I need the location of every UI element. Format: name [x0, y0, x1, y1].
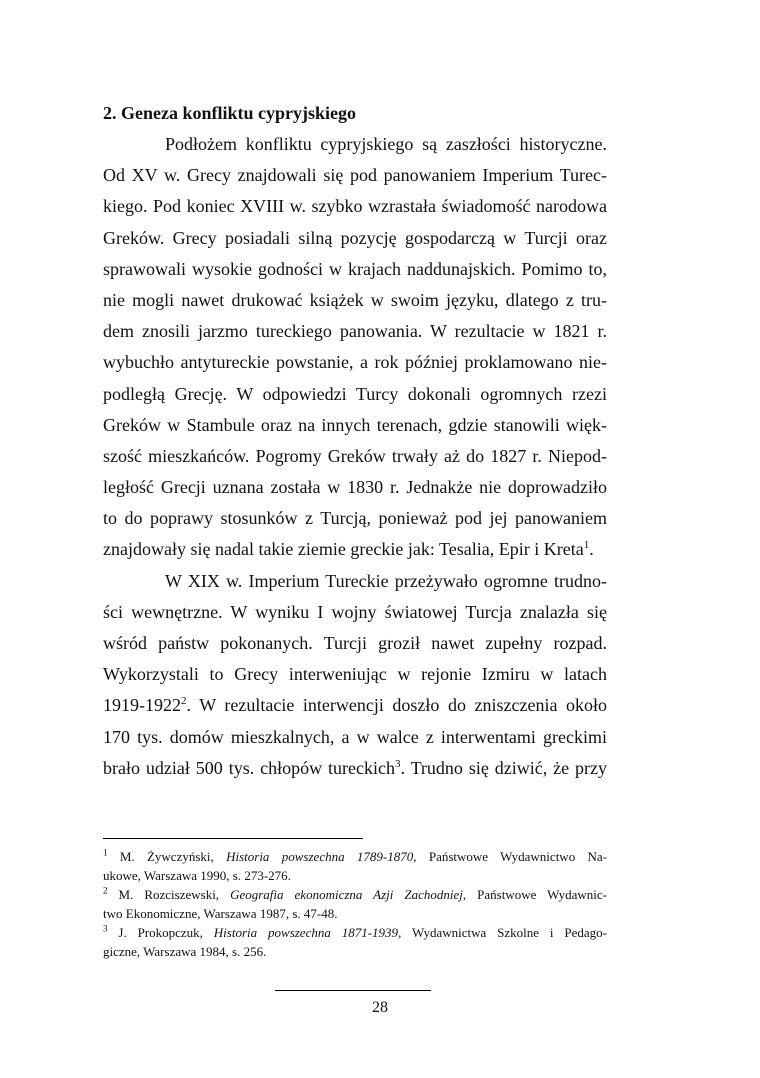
text-line: szość mieszkańców. Pogromy Greków trwały aż do 1827 r. Niepod- [103, 445, 607, 466]
text-line: wybuchło antytureckie powstanie, a rok później proklamowano nie- [103, 352, 607, 373]
text-line: brało udział 500 tys. chłopów tureckich$^3$. Trudno się dziwić, że przy [103, 757, 607, 778]
footnote-line: two Ekonomiczne, Warszawa 1987, s. 47-48. [103, 906, 338, 921]
footnote-ref-3: 3 [394, 757, 401, 770]
text-line: wśród państw pokonanych. Turcji groził nawet zupełny rozpad. [103, 633, 607, 653]
section-heading: 2. Geneza konfliktu cypryjskiego [103, 103, 357, 123]
text-line: Greków. Grecy posiadali silną pozycję gospodarczą w Turcji oraz [103, 227, 607, 248]
footnote-2 [103, 885, 607, 923]
body-text [103, 129, 607, 784]
text-line: Greków w Stambule oraz na innych terenach, gdzie stanowili więk- [103, 414, 607, 435]
text-line: Wykorzystali to Grecy interweniując w rejonie Izmiru w latach [103, 664, 607, 685]
text-line: Podłożem konfliktu cypryjskiego są zaszłości historyczne. [165, 134, 607, 154]
text-line: 170 tys. domów mieszkalnych, a w walce z interwentami greckimi [103, 726, 607, 747]
page-number: 28 [372, 999, 388, 1016]
text-line: nie mogli nawet drukować książek w swoim języku, dlatego z tru- [103, 289, 607, 310]
text-line: kiego. Pod koniec XVIII w. szybko wzrastała świadomość narodowa [103, 196, 607, 217]
footnote-line: giczne, Warszawa 1984, s. 256. [103, 944, 267, 959]
text-line: znajdowały się nadal takie ziemie greckie jak: Tesalia, Epir i Kreta$^1$. [103, 539, 594, 560]
text-line: Od XV w. Grecy znajdowali się pod panowaniem Imperium Turec- [103, 165, 607, 186]
footnote-separator [103, 838, 363, 839]
text-line: ści wewnętrzne. W wyniku I wojny światowej Turcja znalazła się [103, 601, 607, 622]
footnotes [103, 847, 607, 961]
footnote-line: $^2$ M. Rozciszewski, Geografia ekonomiczna Azji Zachodniej, Państwowe Wydawnic- [103, 885, 608, 902]
footnote-ref-1: 1 [583, 539, 590, 552]
text-line: dem znosili jarzmo tureckiego panowania. W rezultacie w 1821 r. [103, 321, 607, 342]
text-line: ległość Grecji uznana została w 1830 r. Jednakże nie doprowadziło [103, 477, 607, 498]
page-number-rule [275, 990, 431, 991]
footnote-ref-2: 2 [181, 695, 187, 708]
footnote-1 [103, 847, 607, 885]
text-line: sprawowali wysokie godności w krajach naddunajskich. Pomimo to, [103, 258, 607, 279]
paragraph-2 [103, 566, 607, 784]
text-line: W XIX w. Imperium Tureckie przeżywało ogromne trudno- [165, 570, 607, 591]
text-line: podległą Grecję. W odpowiedzi Turcy dokonali ogromnych rzezi [103, 383, 607, 404]
footnote-line: $^1$ M. Żywczyński, Historia powszechna 1789-1870, Państwowe Wydawnictwo Na- [103, 847, 608, 864]
paragraph-1 [103, 129, 607, 566]
footnote-3 [103, 923, 607, 961]
text-line: to do poprawy stosunków z Turcją, ponieważ pod jej panowaniem [103, 508, 607, 529]
footnote-line: ukowe, Warszawa 1990, s. 273-276. [103, 868, 291, 883]
text-line: 1919-1922$^2$. W rezultacie interwencji doszło do zniszczenia około [103, 695, 607, 716]
footnote-line: $^3$ J. Prokopczuk, Historia powszechna 1871-1939, Wydawnictwa Szkolne i Pedago- [103, 923, 607, 940]
